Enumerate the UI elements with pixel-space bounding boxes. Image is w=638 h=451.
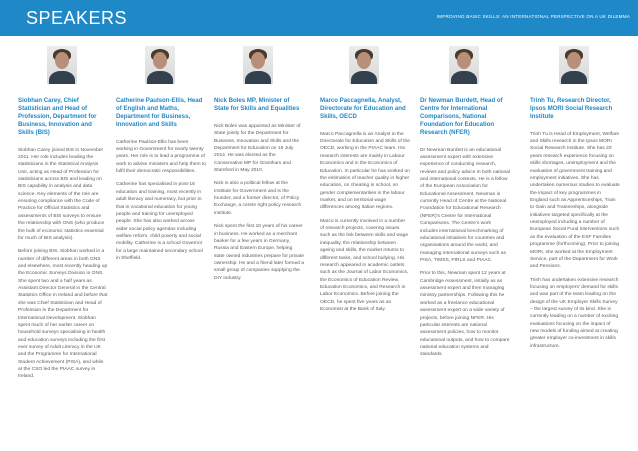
bio-paragraph: Marco is currently involved in a number of research projects, covering issues such as the link between skills and wage inequality, the relationship between ageing and skills, the market returns to different tasks, and school bullying. His research appeared in academic outlets such as the Journal of Labor Economics, the Economics of Education Review, Education Economics, and Research in Labor Economics. Before joining the OECD, he spent five years as an Economist at the Bank of Italy.: [320, 218, 409, 313]
speaker-card: [530, 36, 620, 356]
bio-paragraph: Nick Boles was appointed as Minister of State jointly for the Department for Business, Innovation and Skills and the Department for Education on 15 July 2014. He was elected as the Conservative MP for Grantham and Stamford in May 2010.: [214, 123, 301, 173]
speaker-bio: [530, 131, 620, 350]
bio-paragraph: Catherine has specialised in post-16 education and training, most recently in adult literacy and numeracy, but prior to that in vocational education for young people and training for unemployed people. She has also worked across wider social policy agendas including welfare reform, child poverty and social mobility. Catherine is a school Governor for a large maintained secondary school in Sheffield.: [116, 182, 203, 262]
bio-paragraph: Prior to this, Newman spent 12 years at Cambridge Assessment, initially as an assessment expert and then managing ministry partnerships. Following this he worked as a freelance educational assessment expert on a wide variety of projects, before joining NFER. His particular interests are national assessment policies, how to monitor educational outputs, and how to compare national education systems and standards.: [420, 271, 510, 358]
speakers-grid: [0, 36, 638, 451]
report-subtitle: IMPROVING BASIC SKILLS: AN INTERNATIONAL PERSPECTIVE ON A UK DILEMMA: [436, 14, 630, 19]
bio-paragraph: Nick is also a political fellow at the Institute for Government and is the founder, and a former director, of Policy Exchange, a centre right policy research institute.: [214, 181, 302, 216]
speaker-bio: [116, 139, 206, 263]
header-banner: [0, 0, 638, 36]
speaker-name: Marco Paccagnella, Analyst, Directorate for Education and Skills, OECD: [320, 97, 406, 120]
speaker-bio: [214, 123, 304, 282]
speaker-bio: [320, 131, 410, 314]
bio-paragraph: Trinh Tu is Head of Employment, Welfare and Skills research in the Ipsos MORI Social Research Institute. She has 20 years research experience focusing on skills shortages, unemployment and the evaluation of government training and employment initiatives. She has undertaken numerous studies to evaluate the impact of key programmes in England such as Apprenticeships, Train to Gain and Traineeships, alongside initiatives targeted specifically at the unemployed including a number of European Social Fund interventions such as the evaluation of the ESF Families programme (forthcoming). Prior to joining MORI, she worked at the Employment Service, part of the Department for Work and Pensions.: [530, 131, 620, 270]
speaker-photo: [145, 46, 175, 84]
speaker-name: Nick Boles MP, Minister of State for Skills and Equalities: [214, 97, 300, 112]
bio-paragraph: Trinh has undertaken extensive research focusing on employers' demand for skills and was part of the team leading on the design of the UK Employer Skills Survey – the largest survey of its kind. She is currently leading on a number of exciting evaluations focusing on the impact of new models of funding aimed at creating greater employer co-investment in skills infrastructure.: [530, 277, 619, 349]
speaker-bio: [18, 147, 108, 381]
speaker-photo: [243, 46, 273, 84]
bio-paragraph: Catherine Paulson-Ellis has been working in Government for nearly twenty years. Her role is to lead a programme of work to advise ministers and help them to fulfil their democratic responsibilities.: [116, 139, 206, 175]
page-title: SPEAKERS: [26, 8, 128, 28]
speaker-name: Dr Newman Burdett, Head of Centre for International Comparisons, National Foundation for Education Research (NFER): [420, 97, 503, 136]
speaker-name: Catherine Paulson-Ellis, Head of English and Maths, Department for Business, Innovation and Skills: [116, 97, 203, 128]
speaker-card: [18, 36, 108, 387]
bio-paragraph: Before joining BIS, Siobhan worked in a number of different areas in both GNS and elsewhere, most recently heading up the Economic Surveys Division in ONS. She spent two and a half years as Assistant Director General in the Central Statistics Office in Ireland and before that she was Chief Statistician and Head of Profession in the Department for International Development. Siobhan spent much of her earlier career on household surveys specialising in health and education surveys including the first ever survey of Adult Literacy in the UK and the Programme for International Student Achievement (PISA), and while at the CSO led the PIAAC survey in Ireland.: [18, 249, 108, 380]
speaker-bio: [420, 147, 510, 359]
speaker-photo: [349, 46, 379, 84]
speaker-photo: [449, 46, 479, 84]
bio-paragraph: Dr Newman Burdett is an educational assessment expert with extensive experience of conducting research, reviews and policy advice in both national and international contexts. He is a fellow of the European Association for Educational Assessment. Newman is currently Head of Centre at the National Foundation for Educational Research (NFER)'s Centre for International Comparisons. The Centre's work includes international benchmarking of educational initiatives for countries and organisations around the world, and managing international surveys such as PISA, TIMSS, PIRLS and PIAAC.: [420, 147, 510, 263]
bio-paragraph: Siobhan Carey joined BIS in November 2011. Her role includes leading the statisticians in the Statistical Analysis Unit, acting as Head of Profession for statisticians across BIS and leading on BIS capability in analysis and data science. Key elements of the role are ensuring compliance with the Code of Practice for Official Statistics and assessments of BIS surveys to ensure the relationship with ONS (who produce the bulk of economic statistics essential for much of BIS analysis).: [18, 147, 105, 241]
speaker-card: [214, 36, 304, 288]
bio-paragraph: Marco Paccagnella is an Analyst in the Directorate for Education and Skills of the OECD, working in the PIAAC team. His research interests are mainly in Labour Economics and in the Economics of Education. In particular he has worked on the estimation of teacher quality in higher education, on cheating in school, on gender complementarities in the labour market, and on territorial wage differences among Italian regions.: [320, 131, 410, 211]
bio-paragraph: Nick spent the first 10 years of his career in business. He worked as a merchant banker for a few years in Germany, Russia and Eastern Europe, helping state owned industries prepare for private ownership. He and a friend later formed a small group of companies supplying the DIY industry.: [214, 224, 304, 281]
speaker-card: [420, 36, 510, 365]
speaker-photo: [559, 46, 589, 84]
speaker-name: Siobhan Carey, Chief Statistician and Head of Profession, Department for Business, Innovation and Skills (BIS): [18, 97, 97, 136]
speaker-photo: [47, 46, 77, 84]
speaker-name: Trinh Tu, Research Director, Ipsos MORI Social Research Institute: [530, 97, 613, 120]
speaker-card: [116, 36, 206, 268]
speaker-card: [320, 36, 410, 319]
